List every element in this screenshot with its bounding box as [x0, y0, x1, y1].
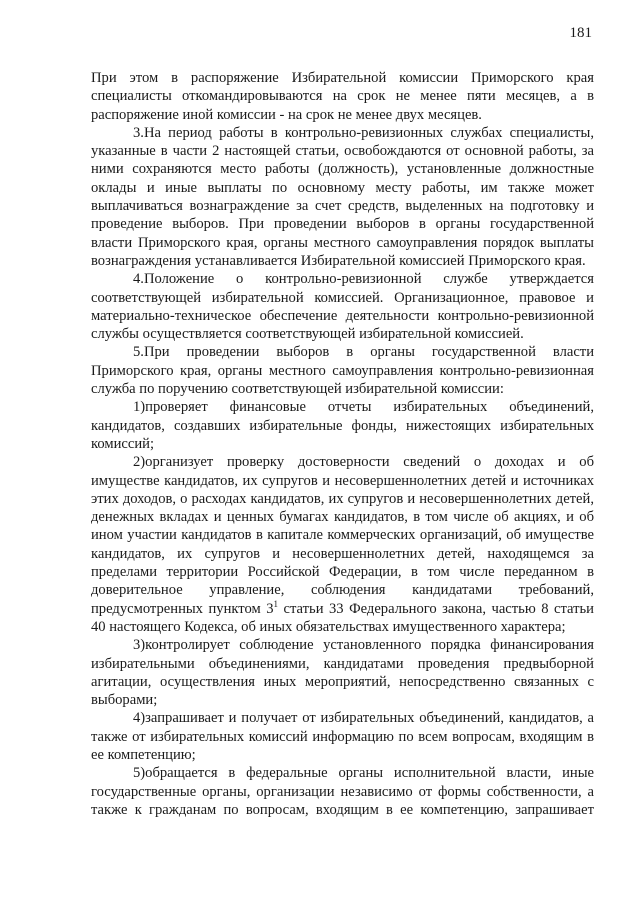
list-item-2-text-a: 2)организует проверку достоверности сведений о доходах и об имуществе кандидатов, их супругов и несовершеннолетних детей и источниках этих доходов, о расходах кандидатов, их супругов и несовершеннолетних детей, денежных вкладах и ценных бумагах кандидатов, в том числе об акциях, и об ином участии кандидатов в капитале коммерческих организаций, об имуществе кандидатов, их супругов и несовершеннолетних детей, находящемся за пределами территории Российской Федерации, в том числе переданном в доверительное управление, соблюдения кандидатами требований, предусмотренных пунктом 3 [91, 454, 594, 617]
paragraph-part-5: 5.При проведении выборов в органы государственной власти Приморского края, органы местного самоуправления контрольно-ревизионная служба по поручению соответствующей избирательной комиссии: [91, 344, 594, 398]
paragraph-continuation: При этом в распоряжение Избирательной комиссии Приморского края специалисты откомандировываются на срок не менее пяти месяцев, а в распоряжение иной комиссии - на срок не менее двух месяцев. [91, 70, 594, 123]
footnote-superscript: 1 [273, 598, 279, 609]
list-item-2-text-b: статьи 33 Федерального закона, частью 8 статьи 40 настоящего Кодекса, об иных обязательствах имущественного характера; [91, 600, 594, 635]
list-item-5: 5)обращается в федеральные органы исполнительной власти, иные государственные органы, организации независимо от формы собственности, а также к гражданам по вопросам, входящим в ее компетенцию, запрашивает [91, 765, 594, 818]
paragraph-part-4: 4.Положение о контрольно-ревизионной службе утверждается соответствующей избирательной комиссией. Организационное, правовое и материально-техническое обеспечение деятельности контрольно-ревизионной службы осуществляется соответствующей избирательной комиссией. [91, 271, 594, 343]
body-text [91, 69, 594, 819]
paragraph-part-3: 3.На период работы в контрольно-ревизионных службах специалисты, указанные в части 2 настоящей статьи, освобождаются от основной работы, за ними сохраняются место работы (должность), установленные должностные оклады и иные выплаты по основному месту работы, им также может выплачиваться вознаграждение за счет средств, выделенных на подготовку и проведение выборов. При проведении выборов в органы государственной власти Приморского края, органы местного самоуправления порядок выплаты вознаграждения устанавливается Избирательной комиссией Приморского края. [91, 124, 594, 269]
list-item-1: 1)проверяет финансовые отчеты избирательных объединений, кандидатов, создавших избирательные фонды, нижестоящих избирательных комиссий; [91, 399, 594, 452]
page-number: 181 [569, 25, 592, 41]
list-item-2 [91, 453, 594, 636]
list-item-3: 3)контролирует соблюдение установленного порядка финансирования избирательными объединениями, кандидатами проведения предвыборной агитации, осуществления иных мероприятий, непосредственно связанных с выборами; [91, 637, 594, 709]
list-item-4: 4)запрашивает и получает от избирательных объединений, кандидатов, а также от избирательных комиссий информацию по всем вопросам, входящим в ее компетенцию; [91, 710, 594, 763]
